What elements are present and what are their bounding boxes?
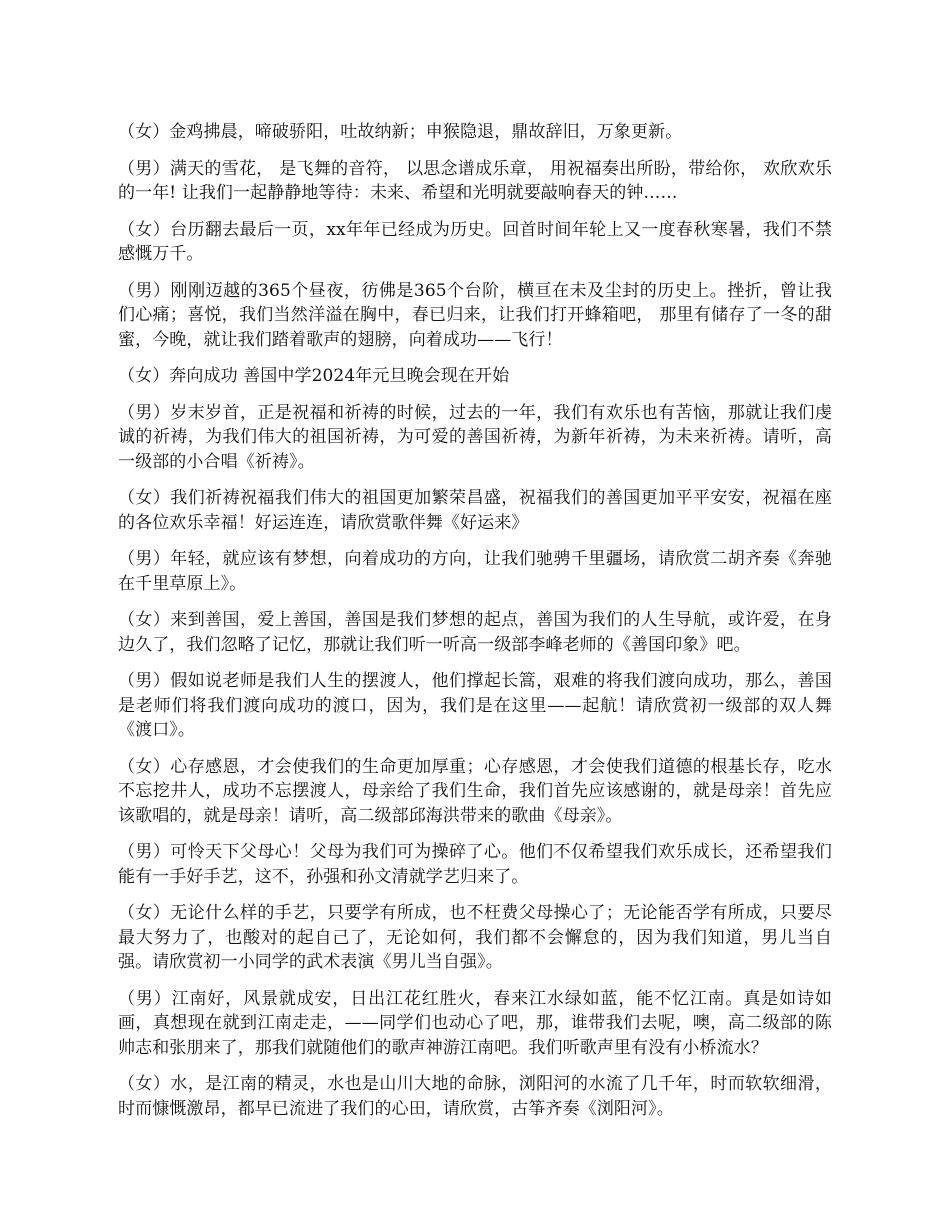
paragraph-15: （女）水，是江南的精灵，水也是山川大地的命脉，浏阳河的水流了几千年，时而软软细滑，时而慷慨激昂，都早已流进了我们的心田，请欣赏，古筝齐奏《浏阳河》。 <box>118 1074 832 1119</box>
paragraph-11: （女）心存感恩，才会使我们的生命更加厚重；心存感恩，才会使我们道德的根基长存，吃水不忘挖井人，成功不忘摆渡人，母亲给了我们生命，我们首先应该感谢的，就是母亲！首先应该歌唱的，就是母亲！请听，高二级部邱海洪带来的歌曲《母亲》。 <box>118 756 832 826</box>
paragraph-6: （男）岁末岁首，正是祝福和祈祷的时候，过去的一年，我们有欢乐也有苦恼，那就让我们虔诚的祈祷，为我们伟大的祖国祈祷，为可爱的善国祈祷，为新年祈祷，为未来祈祷。请听，高一级部的小合唱《祈祷》。 <box>118 402 832 472</box>
paragraph-1: （女）金鸡拂晨，啼破骄阳，吐故纳新；申猴隐退，鼎故辞旧，万象更新。 <box>118 122 683 142</box>
paragraph-2: （男）满天的雪花， 是飞舞的音符， 以思念谱成乐章， 用祝福奏出所盼，带给你， 欢欣欢乐的一年! 让我们一起静静地等待：未来、希望和光明就要敲响春天的钟…… <box>118 158 832 203</box>
paragraph-7: （女）我们祈祷祝福我们伟大的祖国更加繁荣昌盛，祝福我们的善国更加平平安安，祝福在座的各位欢乐幸福！好运连连，请欣赏歌伴舞《好运来》 <box>118 488 832 533</box>
paragraph-14: （男）江南好，风景就成安，日出江花红胜火，春来江水绿如蓝，能不忆江南。真是如诗如画，真想现在就到江南走走，——同学们也动心了吧，那，谁带我们去呢，噢，高二级部的陈帅志和张朋来了，那我们就随他们的歌声神游江南吧。我们听歌声里有没有小桥流水？ <box>118 988 832 1058</box>
paragraph-3: （女）台历翻去最后一页，xx年年已经成为历史。回首时间年轮上又一度春秋寒暑，我们不禁感慨万千。 <box>118 219 832 264</box>
paragraph-4: （男）刚刚迈越的365个昼夜，彷佛是365个台阶，横亘在未及尘封的历史上。挫折，曾让我们心痛；喜悦，我们当然洋溢在胸中，春已归来，让我们打开蜂箱吧， 那里有储存了一冬的甜蜜，今晚，就让我们踏着歌声的翅膀，向着成功——飞行！ <box>118 280 832 350</box>
paragraph-9: （女）来到善国，爱上善国，善国是我们梦想的起点，善国为我们的人生导航，或许爱，在身边久了，我们忽略了记忆，那就让我们听一听高一级部李峰老师的《善国印象》吧。 <box>118 610 832 655</box>
paragraph-8: （男）年轻，就应该有梦想，向着成功的方向，让我们驰骋千里疆场，请欣赏二胡齐奏《奔驰在千里草原上》。 <box>118 549 832 594</box>
paragraph-10: （男）假如说老师是我们人生的摆渡人，他们撑起长篙，艰难的将我们渡向成功，那么，善国是老师们将我们渡向成功的渡口，因为，我们是在这里——起航！请欣赏初一级部的双人舞《渡口》。 <box>118 671 832 740</box>
paragraph-5: （女）奔向成功 善国中学2024年元旦晚会现在开始 <box>118 366 510 386</box>
paragraph-13: （女）无论什么样的手艺，只要学有所成，也不枉费父母操心了；无论能否学有所成，只要尽最大努力了，也酸对的起自己了，无论如何，我们都不会懈怠的，因为我们知道，男儿当自强。请欣赏初一小同学的武术表演《男儿当自强》。 <box>118 903 832 972</box>
paragraph-12: （男）可怜天下父母心！父母为我们可为操碎了心。他们不仅希望我们欢乐成长，还希望我们能有一手好手艺，这不，孙强和孙文清就学艺归来了。 <box>118 842 832 887</box>
